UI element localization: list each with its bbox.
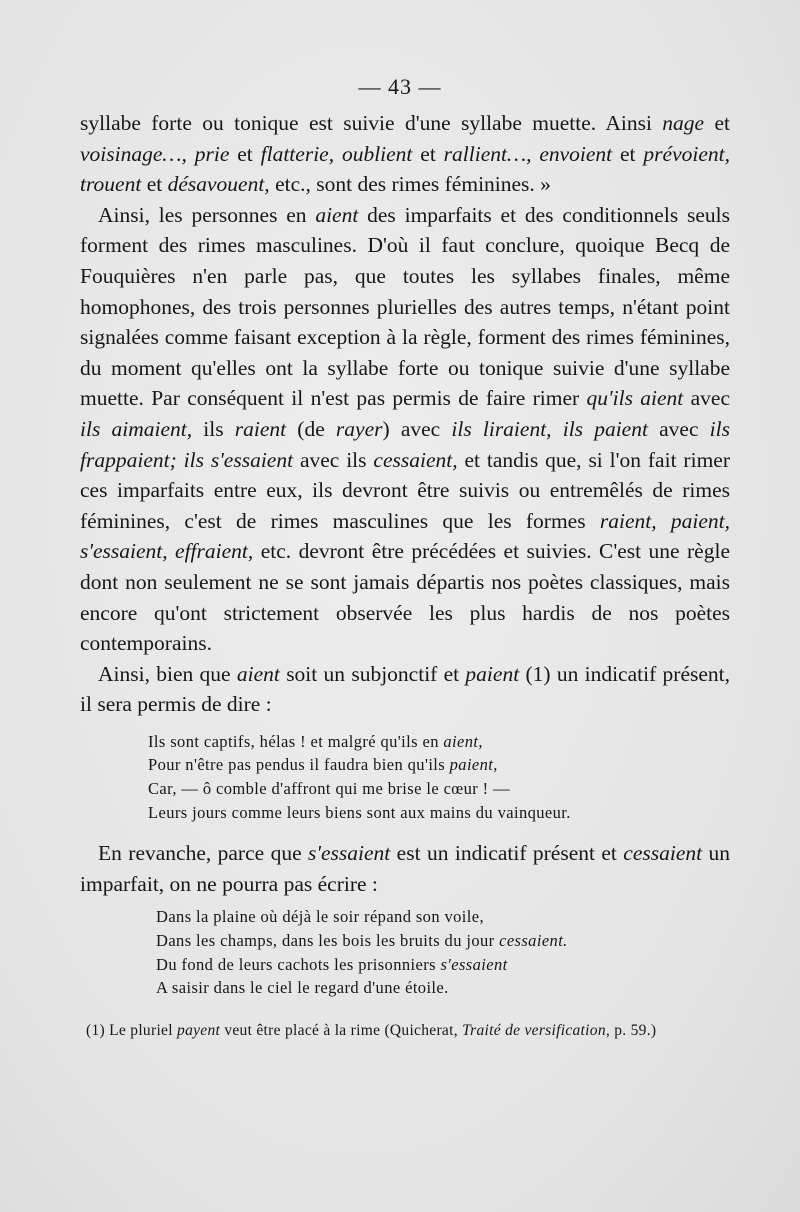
italic-text-run: cessaient	[623, 841, 703, 866]
italic-text-run: rallient…, envoient	[443, 141, 613, 166]
text-run: Dans la plaine où déjà le soir répand son voile,	[156, 907, 485, 927]
italic-text-run: paient,	[449, 755, 498, 775]
verse-line	[156, 905, 730, 929]
text-run: Ainsi, les personnes en	[98, 202, 316, 227]
text-run: ) avec	[382, 416, 452, 441]
text-run: un imparfait, on ne pourra pas écrire :	[80, 841, 731, 896]
verse-line	[148, 730, 730, 754]
text-run: syllabe forte ou tonique est suivie d'une syllabe muette. Ainsi	[80, 111, 663, 135]
verse-line	[156, 929, 730, 953]
text-run: (de	[286, 416, 336, 441]
text-run: Ils sont captifs, hélas ! et malgré qu'ils en	[148, 731, 444, 751]
text-run: des imparfaits et des conditionnels seuls forment des rimes masculines. D'où il faut conclure, quoique Becq de Fouquières n'en parle pas, que toutes les syllabes finales, même homophones, des trois personnes plurielles des autres temps, n'étant point signalées comme faisant exception à la règle, forment des rimes féminines, du moment qu'elles ont la syllabe forte ou tonique suivie d'une syllabe muette. Par conséquent il n'est pas permis de faire rimer	[80, 202, 730, 411]
text-run: En revanche, parce que	[98, 841, 309, 866]
text-run: et	[141, 172, 168, 197]
text-run: Ainsi, bien que	[98, 661, 237, 686]
italic-text-run: désavouent,	[167, 172, 270, 197]
text-run: etc., sont des rimes féminines. »	[269, 172, 551, 197]
text-run: etc. devront être précédées et suivies. C'est une règle dont non seulement ne se sont jamais départis nos poètes classiques, mais encore qu'ont strictement observée les plus hardis de nos poètes contemporains.	[80, 539, 730, 656]
text-run: et	[229, 141, 261, 166]
text-run: ils	[192, 416, 235, 441]
italic-text-run: s'essaient	[440, 954, 508, 974]
text-run: Dans les champs, dans les bois les bruits du jour	[156, 931, 500, 951]
italic-text-run: Traité de versification,	[462, 1021, 611, 1039]
italic-text-run: raient	[234, 416, 287, 441]
text-run: Leurs jours comme leurs biens sont aux mains du vainqueur.	[148, 802, 571, 822]
text-run: est un indicatif présent et	[390, 841, 624, 866]
verse-quotation-1	[148, 730, 730, 824]
text-run: et	[612, 141, 644, 166]
text-run: Pour n'être pas pendus il faudra bien qu'ils	[148, 755, 450, 775]
verse-quotation-2	[156, 905, 730, 999]
italic-text-run: ils frappaient; ils s'essaient	[80, 416, 730, 472]
paragraph-2	[80, 200, 730, 659]
text-run: et	[704, 111, 730, 135]
paragraph-1	[80, 108, 730, 200]
italic-text-run: aient	[315, 202, 359, 227]
verse-line	[148, 801, 730, 825]
italic-text-run: ils aimaient,	[80, 416, 193, 441]
italic-text-run: s'essaient	[308, 841, 391, 866]
italic-text-run: ils liraient, ils paient	[451, 416, 648, 441]
text-run: Car, — ô comble d'affront qui me brise le cœur ! —	[148, 779, 510, 799]
text-run: avec	[683, 386, 730, 411]
paragraph-4	[80, 838, 730, 899]
text-run: et tandis que, si l'on fait rimer ces imparfaits entre eux, ils devront être suivis ou entremêlés de rimes féminines, c'est de rimes masculines que les formes	[80, 447, 730, 533]
paragraph-3	[80, 659, 730, 720]
verse-line	[148, 753, 730, 777]
italic-text-run: voisinage…, prie	[80, 141, 230, 166]
text-run: Du fond de leurs cachots les prisonniers	[156, 954, 441, 974]
text-run: (1) un indicatif présent, il sera permis de dire :	[80, 661, 730, 717]
verse-line	[156, 953, 730, 977]
verse-line	[156, 976, 730, 1000]
italic-text-run: raient, paient, s'essaient, effraient,	[80, 508, 730, 564]
italic-text-run: cessaient.	[499, 931, 568, 951]
italic-text-run: paient	[465, 661, 520, 686]
text-run: et	[412, 141, 444, 166]
text-run: A saisir dans le ciel le regard d'une étoile.	[156, 978, 449, 998]
text-run: (1) Le pluriel	[86, 1021, 178, 1039]
italic-text-run: payent	[177, 1021, 221, 1039]
body-text	[80, 108, 730, 1042]
text-run: avec ils	[293, 447, 374, 472]
page-number: — 43 —	[358, 74, 442, 99]
italic-text-run: qu'ils aient	[586, 386, 684, 411]
italic-text-run: flatterie, oublient	[260, 141, 413, 166]
italic-text-run: nage	[662, 111, 705, 135]
text-run: soit un subjonctif et	[279, 661, 466, 686]
text-run: p. 59.)	[610, 1021, 657, 1039]
italic-text-run: cessaient,	[373, 447, 458, 472]
italic-text-run: prévoient, trouent	[80, 141, 730, 197]
italic-text-run: rayer	[335, 416, 383, 441]
italic-text-run: aient,	[443, 731, 483, 751]
text-run: veut être placé à la rime (Quicherat,	[220, 1021, 463, 1039]
verse-line	[148, 777, 730, 801]
text-run: avec	[647, 416, 710, 441]
footnote	[80, 1020, 730, 1042]
italic-text-run: aient	[236, 661, 280, 686]
